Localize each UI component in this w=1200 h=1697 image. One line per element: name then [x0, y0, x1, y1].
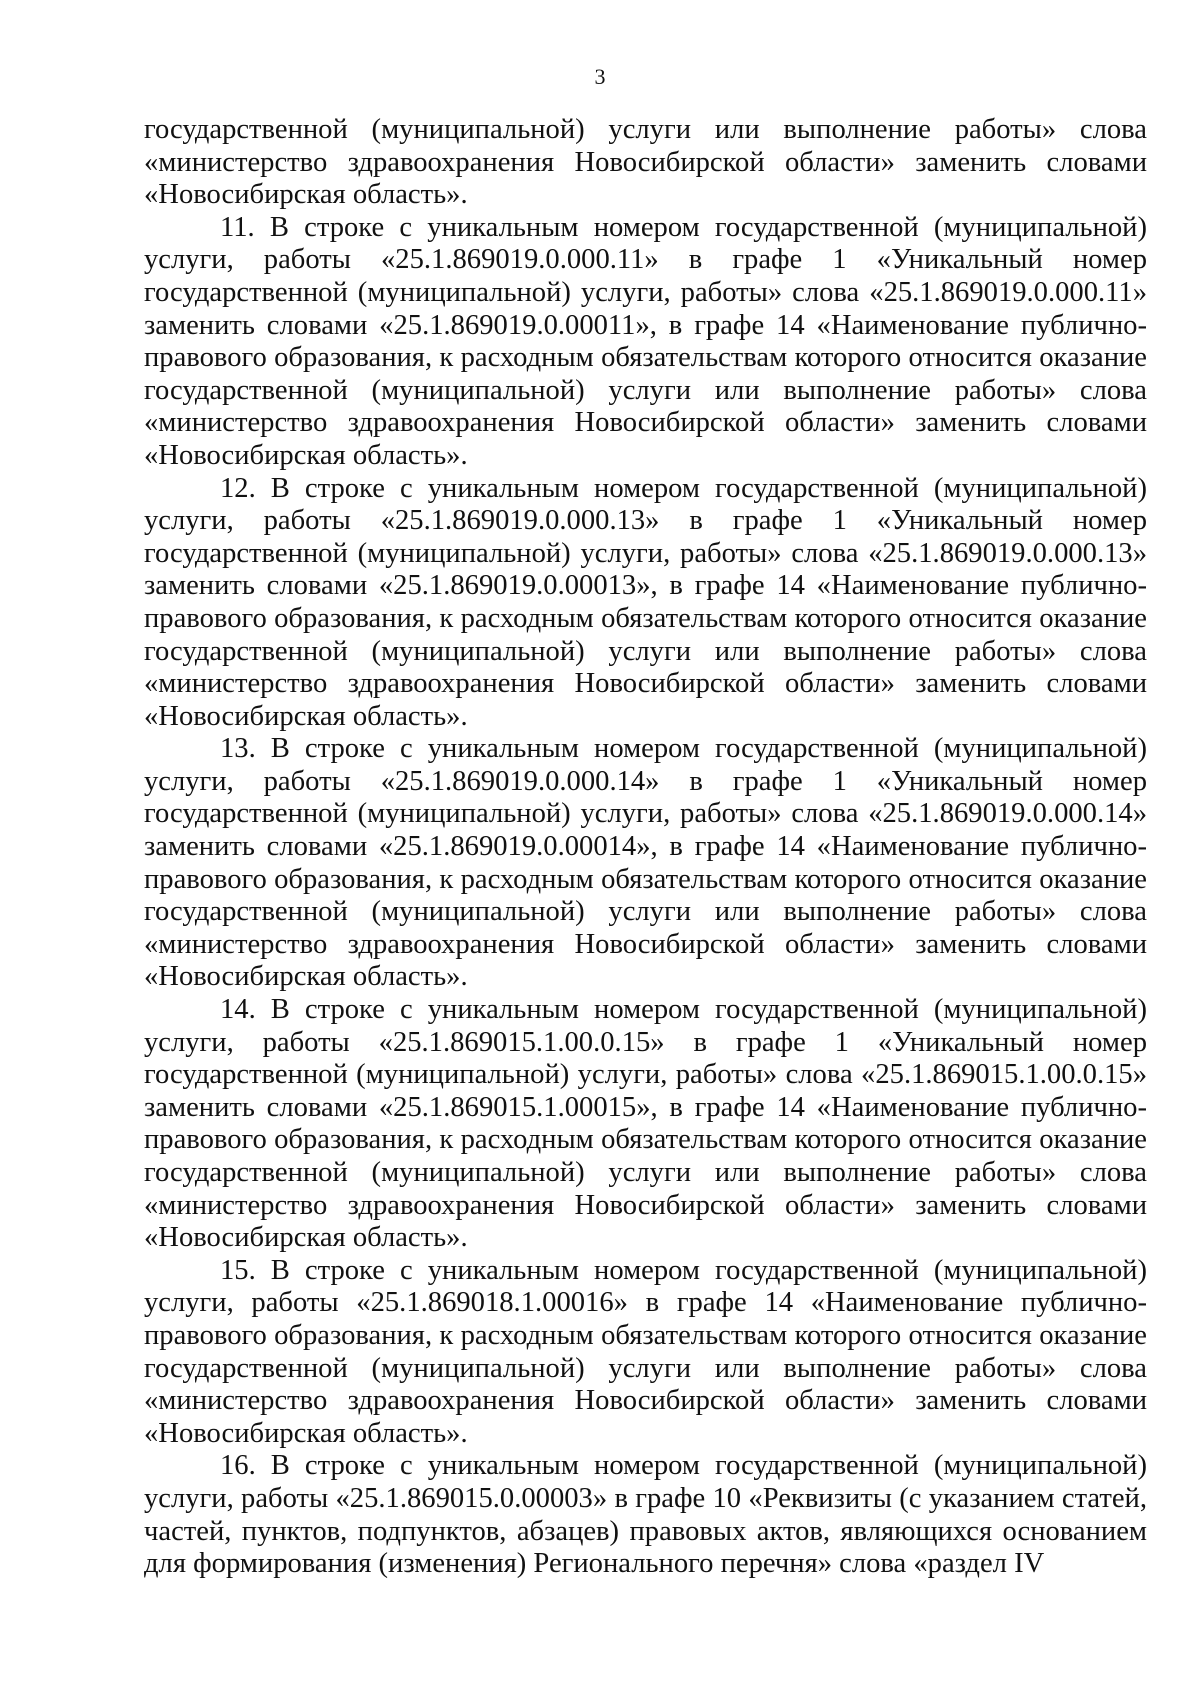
paragraph-item-14: 14. В строке с уникальным номером государственной (муниципальной) услуги, работы «25.1.869015.1.00.0.15» в графе 1 «Уникальный номер государственной (муниципальной) услуги, работы» слова «25.1.869015.1.00.0.15» заменить словами «25.1.869015.1.00015», в графе 14 «Наименование публично-правового образования, к расходным обязательствам которого относится оказание государственной (муниципальной) услуги или выполнение работы» слова «министерство здравоохранения Новосибирской области» заменить словами «Новосибирская область». — [144, 994, 1147, 1254]
paragraph-item-13: 13. В строке с уникальным номером государственной (муниципальной) услуги, работы «25.1.869019.0.000.14» в графе 1 «Уникальный номер государственной (муниципальной) услуги, работы» слова «25.1.869019.0.000.14» заменить словами «25.1.869019.0.00014», в графе 14 «Наименование публично-правового образования, к расходным обязательствам которого относится оказание государственной (муниципальной) услуги или выполнение работы» слова «министерство здравоохранения Новосибирской области» заменить словами «Новосибирская область». — [144, 733, 1147, 993]
document-body — [144, 114, 1147, 1581]
paragraph-item-16: 16. В строке с уникальным номером государственной (муниципальной) услуги, работы «25.1.869015.0.00003» в графе 10 «Реквизиты (с указанием статей, частей, пунктов, подпунктов, абзацев) правовых актов, являющихся основанием для формирования (изменения) Регионального перечня» слова «раздел IV — [144, 1450, 1147, 1580]
paragraph-item-15: 15. В строке с уникальным номером государственной (муниципальной) услуги, работы «25.1.869018.1.00016» в графе 14 «Наименование публично-правового образования, к расходным обязательствам которого относится оказание государственной (муниципальной) услуги или выполнение работы» слова «министерство здравоохранения Новосибирской области» заменить словами «Новосибирская область». — [144, 1254, 1147, 1449]
paragraph-item-11: 11. В строке с уникальным номером государственной (муниципальной) услуги, работы «25.1.869019.0.000.11» в графе 1 «Уникальный номер государственной (муниципальной) услуги, работы» слова «25.1.869019.0.000.11» заменить словами «25.1.869019.0.00011», в графе 14 «Наименование публично-правового образования, к расходным обязательствам которого относится оказание государственной (муниципальной) услуги или выполнение работы» слова «министерство здравоохранения Новосибирской области» заменить словами «Новосибирская область». — [144, 211, 1147, 471]
paragraph-item-12: 12. В строке с уникальным номером государственной (муниципальной) услуги, работы «25.1.869019.0.000.13» в графе 1 «Уникальный номер государственной (муниципальной) услуги, работы» слова «25.1.869019.0.000.13» заменить словами «25.1.869019.0.00013», в графе 14 «Наименование публично-правового образования, к расходным обязательствам которого относится оказание государственной (муниципальной) услуги или выполнение работы» слова «министерство здравоохранения Новосибирской области» заменить словами «Новосибирская область». — [144, 472, 1147, 732]
paragraph-continuation: государственной (муниципальной) услуги или выполнение работы» слова «министерство здравоохранения Новосибирской области» заменить словами «Новосибирская область». — [144, 114, 1147, 211]
page-number: 3 — [594, 64, 606, 89]
